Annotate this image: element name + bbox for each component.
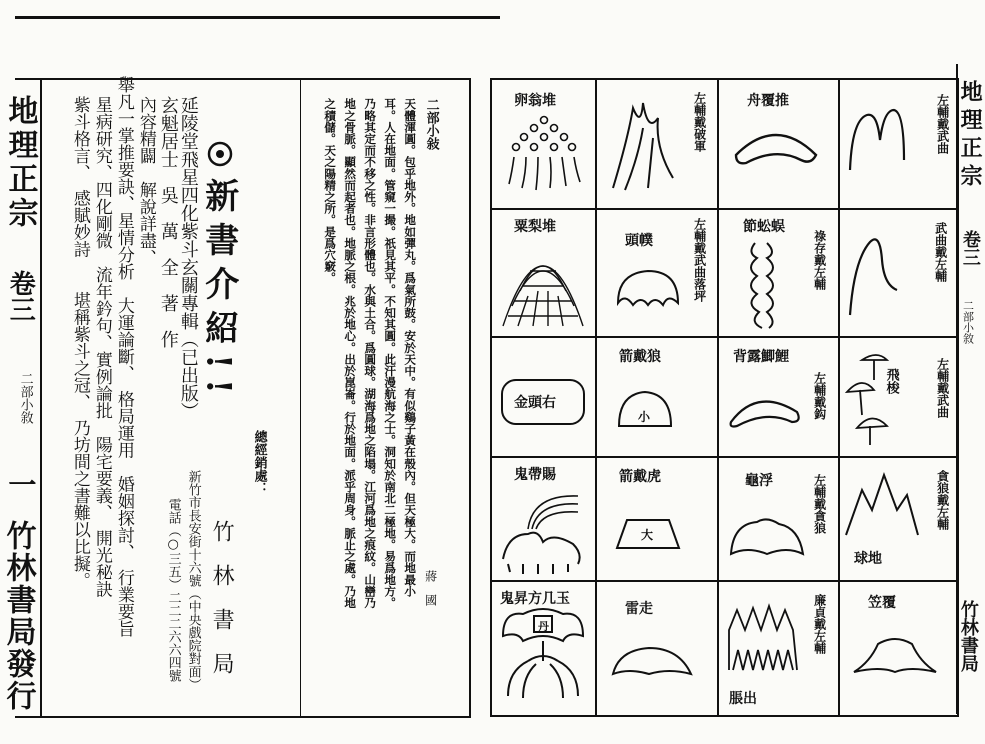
hat-icon [850, 632, 940, 682]
essay-column-1: 天體渾圓。包乎地外。地如彈丸。爲氣所鼓。安於天中。有似鷄子黃在殼內。但天極大。而地最小 [403, 98, 418, 597]
ad-divider [300, 78, 301, 718]
cell-egg-pile [492, 80, 595, 208]
cell-floating-turtle [717, 456, 838, 580]
egg-pile-icon [504, 112, 584, 202]
cell-label-vertical: 飛梭 [883, 368, 899, 394]
scale-mound-icon [498, 236, 588, 331]
cell-label: 笠覆 [868, 595, 896, 611]
ad-book-title: 延陵堂飛星四化紫斗玄關專輯（已出版） [177, 96, 199, 420]
cell-label: 雷走 [625, 601, 653, 617]
cell-tiger-arrow [595, 456, 717, 580]
spine-publisher: 竹林書局發行 [0, 520, 36, 712]
cell-label: 節蚣蜈 [743, 219, 785, 235]
carp-back-icon [727, 392, 807, 432]
cell-label: 卵翁堆 [514, 93, 556, 109]
distributor-phone: 電話（○三五）二二二六六四號 [165, 498, 181, 682]
cell-shape-2 [595, 80, 717, 208]
cell-note: 貪狼戴左輔 [935, 470, 950, 530]
right-spine-section: 二部小敘 [961, 300, 975, 344]
cell-ghost-rain [492, 456, 595, 580]
cell-wolf-arrow [595, 336, 717, 456]
cell-label: 球地 [854, 551, 882, 567]
cell-earth-ball [838, 456, 957, 580]
cell-overturned-boat [717, 80, 838, 208]
cell-label: 箭戴虎 [619, 469, 661, 485]
ghost-rain-icon [498, 484, 588, 574]
essay-column-4: 地之骨脈。顯然而起者也。地脈之根。兆於地心。出於崑崙。行於地面。派乎周身。脈止之處。乃地 [343, 98, 358, 609]
essay-column-2: 耳。人在地面。管窺一撮。祇見其平。不知其圓。此汗漫航海之士。洞知於南北二極地。易爲地方。 [383, 98, 398, 609]
mushroom-stack-icon [842, 350, 902, 450]
boat-icon [731, 125, 821, 175]
ad-body-4: 紫斗格言、 感賦妙詩 堪稱紫斗之冠、 乃坊間之書難以比擬。 [69, 96, 90, 589]
cell-label: 鬼帶賜 [514, 467, 556, 483]
turtle-icon [727, 514, 807, 560]
triple-peak-icon [842, 470, 922, 540]
low-mound-icon [609, 642, 695, 682]
frame-bottom [15, 716, 470, 718]
peak-icon [603, 98, 683, 198]
cell-note: 左輔戴武曲落坪 [692, 218, 707, 302]
cell-protrusion [717, 580, 838, 715]
right-spine-title: 地理正宗 [957, 80, 984, 192]
distributor-label: 總經銷處： [251, 430, 267, 495]
ad-body-3: 星病研究、四化剛微 流年鈐句、實例論批 陽宅要義、 開光秘訣 [91, 96, 112, 598]
cell-note: 左輔戴鈎 [812, 372, 827, 420]
cell-label: 背露鯽鯉 [733, 349, 789, 365]
cell-gold-head [492, 336, 595, 456]
spine-section: 二部小敘 [17, 372, 33, 424]
ad-body-1: 內容精闢 解說詳盡、 [135, 96, 156, 266]
inner-label-boat: 丹 [538, 620, 549, 633]
cell-label: 箭戴狼 [619, 349, 661, 365]
cell-label: 龜浮 [745, 473, 773, 489]
cell-note: 左輔戴破軍 [692, 92, 707, 152]
twin-peak-icon [842, 100, 922, 180]
distributor-name: 竹 林 書 局 [209, 520, 235, 674]
cell-note: 武曲戴左輔 [933, 222, 948, 282]
cell-note: 廉貞戴左輔 [812, 594, 827, 654]
spine-divider [40, 78, 42, 718]
spine-number: 一 [4, 470, 38, 498]
cell-carp-back [717, 336, 838, 456]
left-page [0, 0, 470, 744]
scarf-head-icon [613, 263, 683, 313]
cell-ghost-jade-table [492, 580, 595, 715]
centipede-icon [737, 238, 787, 333]
spine-title: 地理正宗 [2, 95, 38, 231]
cell-overturned-hat [838, 580, 957, 715]
inner-label-small: 小 [638, 410, 651, 424]
cell-label: 鬼昇方几玉 [500, 591, 570, 607]
essay-column-5: 之積儲。天之陽精之所。是爲穴竅。 [323, 98, 338, 284]
essay-column-3: 乃略其定而不移之性。非言形體也。水與土合。爲圓球。湖海爲地之陷塌。江河爲地之痕紋。山巒乃 [363, 98, 378, 609]
bullseye-icon [206, 140, 234, 168]
right-spine-volume: 卷三 [959, 230, 981, 266]
cell-pear-pile [492, 208, 595, 336]
shape-grid [490, 78, 959, 717]
jagged-crown-icon [723, 600, 803, 680]
ad-author: 玄魁居士 吳 萬 全 著 作 [157, 96, 179, 348]
cell-label: 舟覆推 [747, 93, 789, 109]
essay-author: 蔣 國 [423, 570, 438, 606]
cell-label: 粟梨堆 [514, 219, 556, 235]
right-spine-publisher: 竹林書局 [957, 600, 979, 672]
cell-note: 祿存戴左輔 [812, 230, 827, 290]
cell-note: 左輔戴武曲 [935, 358, 950, 418]
cell-label: 脹出 [729, 691, 757, 707]
cell-label: 頭幞 [625, 233, 653, 249]
spine-volume: 卷三 [5, 270, 36, 322]
ad-title: 新書介紹!! [198, 178, 239, 404]
distributor-address: 新竹市長安街十六號（中央戲院對面） [185, 470, 201, 691]
inner-label-big: 大 [641, 528, 654, 542]
cell-flying-shuttle [838, 336, 957, 456]
ad-body-2: 舉凡一掌推要訣、星情分析 大運論斷、 格局運用 婚姻探討、 行業要旨 [113, 76, 134, 637]
frame-top [15, 78, 470, 80]
cell-shape-8 [838, 208, 957, 336]
frame-right [469, 78, 471, 718]
tall-peak-icon [842, 230, 922, 320]
cell-note: 左輔戴武曲 [935, 94, 950, 154]
right-page [480, 0, 985, 744]
cell-note: 左輔戴貪狼 [812, 474, 827, 534]
cell-scarf-head [595, 208, 717, 336]
cell-centipede [717, 208, 838, 336]
cell-shape-4 [838, 80, 957, 208]
section-header: 二部小敍 [423, 98, 439, 150]
cell-label: 金頭右 [514, 395, 556, 411]
cell-running-thunder [595, 580, 717, 715]
top-rule [15, 16, 500, 19]
